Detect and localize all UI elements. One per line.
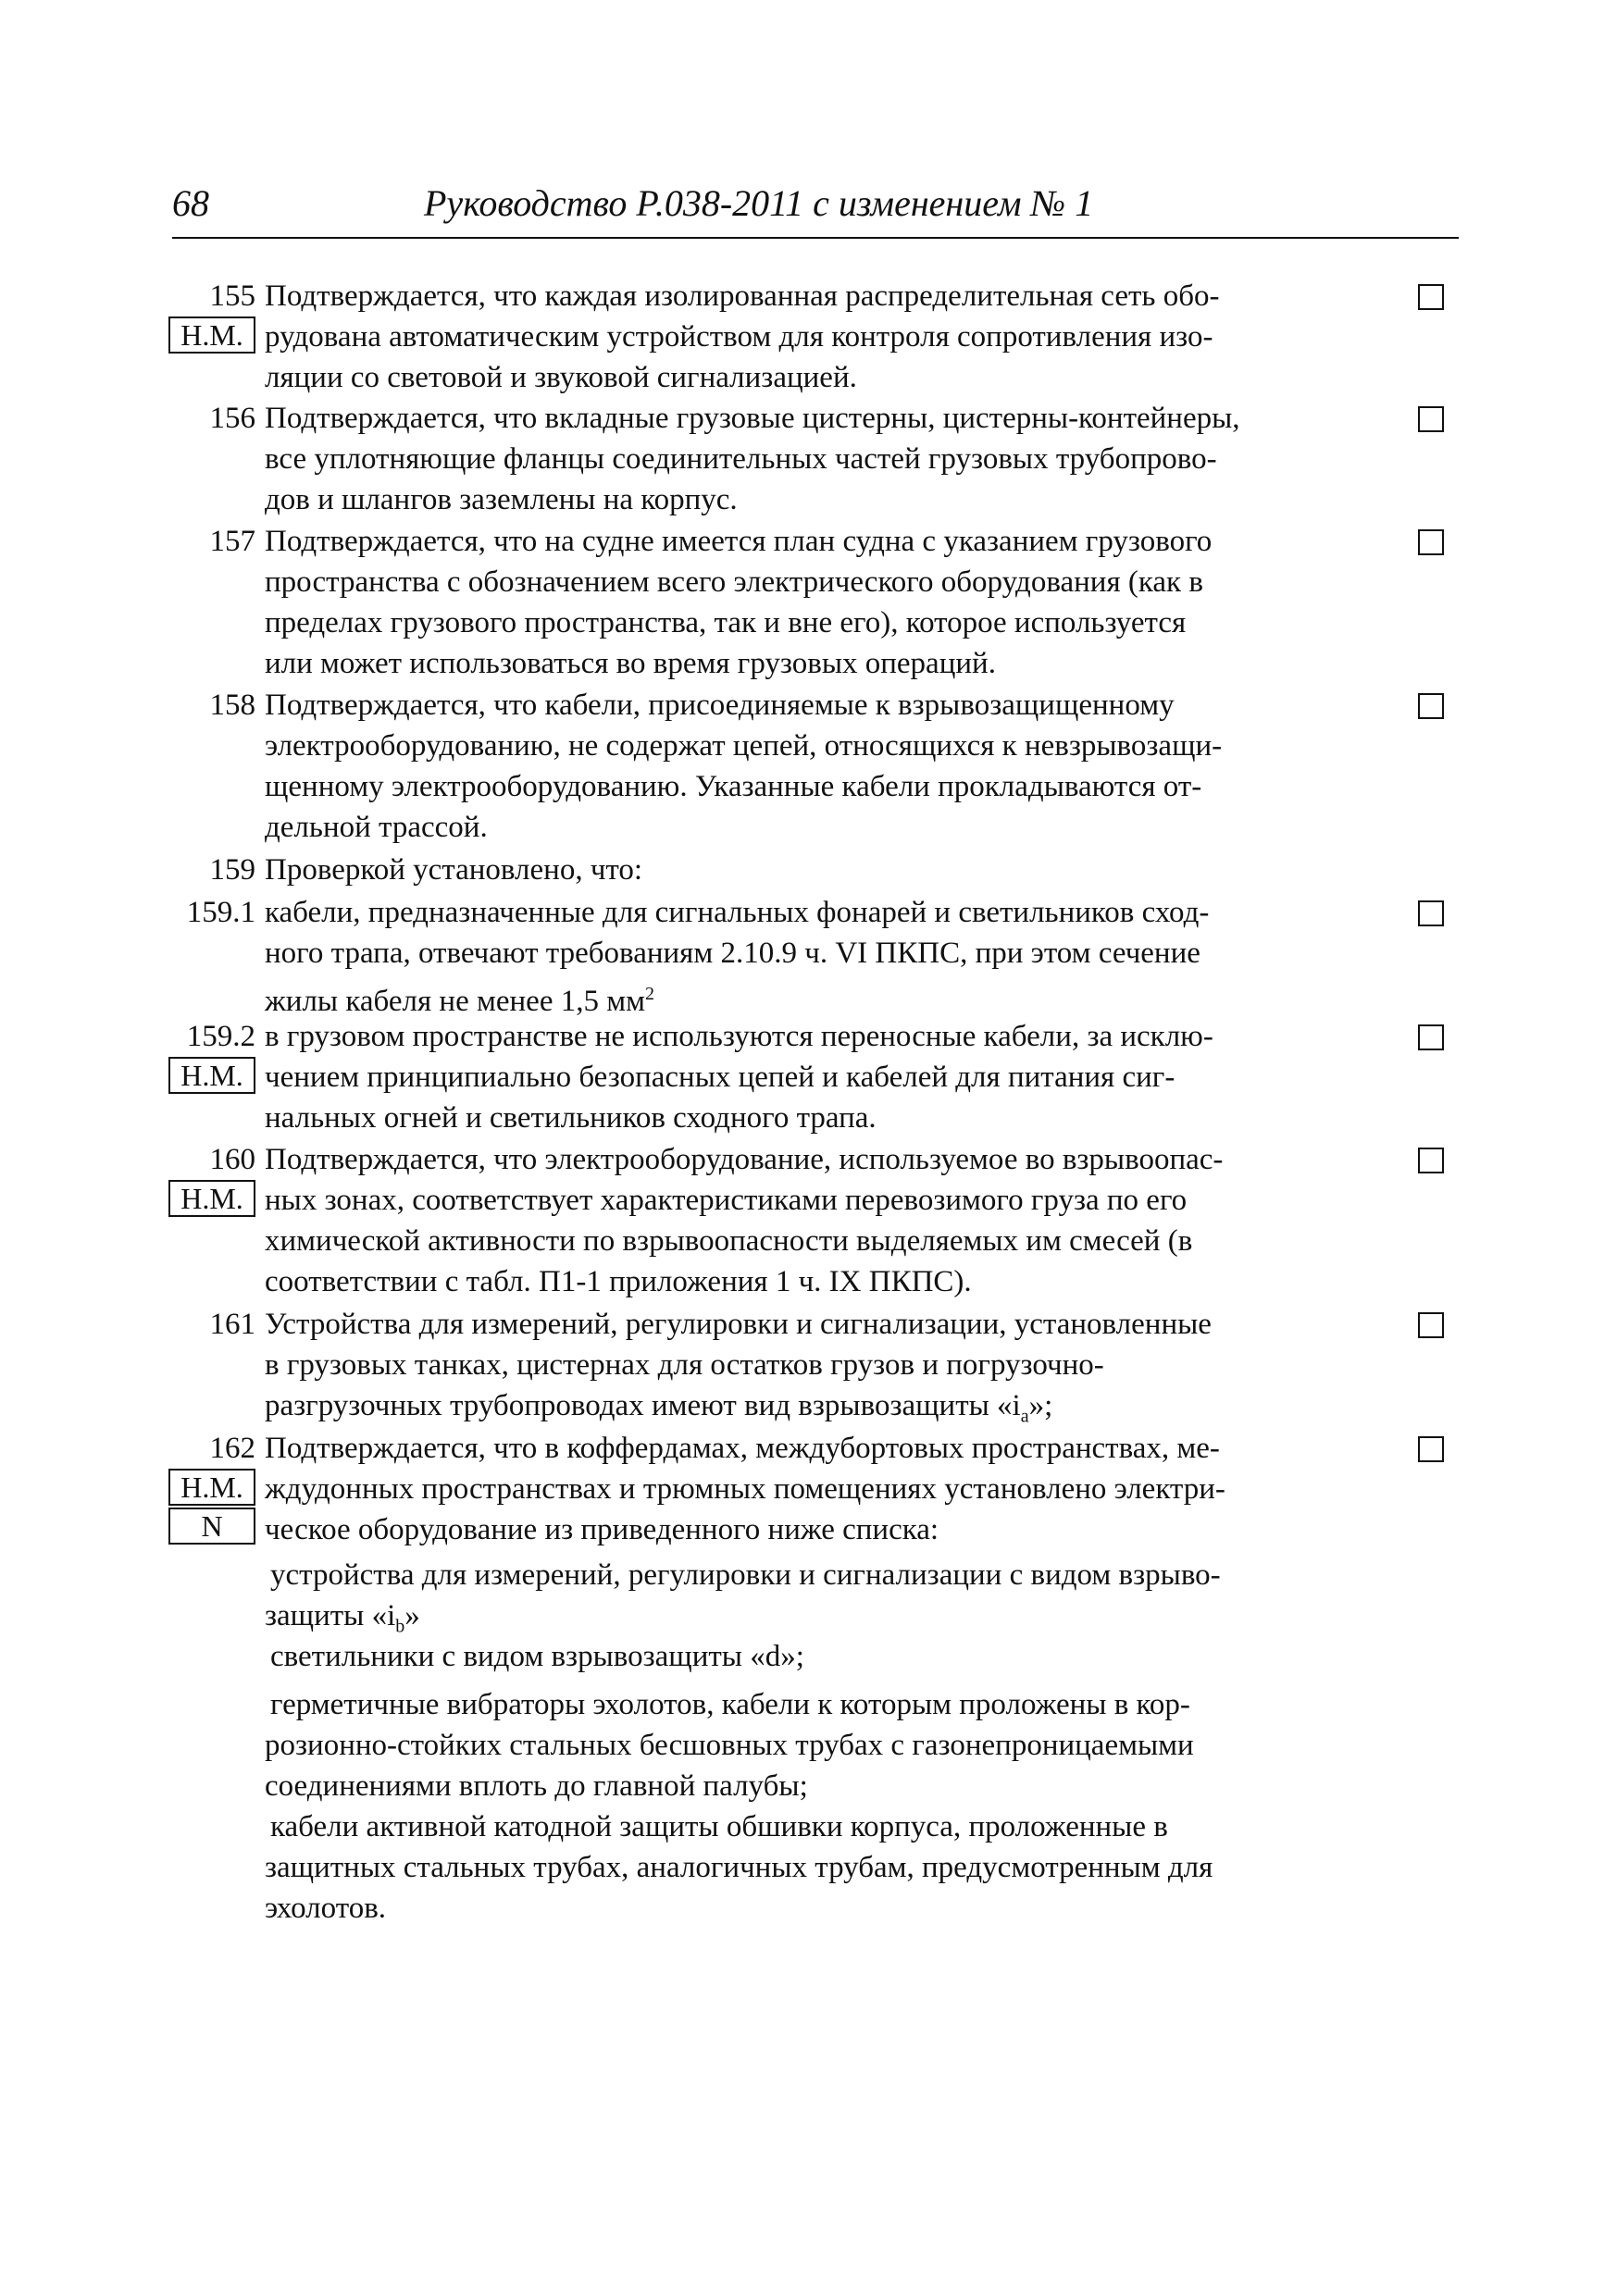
text-line: Подтверждается, что на судне имеется план судна с указанием грузового <box>265 525 1213 558</box>
item-number: 159 <box>209 853 255 887</box>
hm-tag: Н.М. <box>168 1180 255 1217</box>
text-line: щенному электрооборудованию. Указанные кабели прокладываются от- <box>265 770 1202 803</box>
superscript: 2 <box>645 984 654 1004</box>
item-number: 158 <box>209 689 255 722</box>
item-number: 160 <box>209 1143 255 1176</box>
text-line: защитных стальных трубах, аналогичных трубам, предусмотренным для <box>265 1851 1213 1884</box>
item-text <box>265 1684 1556 1806</box>
text-fragment: разгрузочных трубопроводах имеют вид взрывозащиты «i <box>265 1389 1021 1422</box>
text-line <box>265 974 1556 1022</box>
text-line: дельной трассой. <box>265 811 488 844</box>
hm-tag: Н.М. <box>168 1469 255 1506</box>
text-line: светильники с видом взрывозащиты «d»; <box>270 1640 804 1673</box>
text-line: кабели, предназначенные для сигнальных фонарей и светильников сход- <box>265 896 1210 929</box>
text-fragment: жилы кабеля не менее 1,5 мм <box>265 985 645 1018</box>
item-text <box>265 1555 1556 1647</box>
text-line: все уплотняющие фланцы соединительных частей грузовых трубопрово- <box>265 442 1217 476</box>
item-number: 162 <box>209 1432 255 1465</box>
item-number: 161 <box>209 1308 255 1341</box>
item-text <box>265 1016 1556 1138</box>
text-line: Подтверждается, что кабели, присоединяемые к взрывозащищенному <box>265 689 1175 722</box>
subscript: b <box>395 1616 405 1637</box>
text-line: Устройства для измерений, регулировки и сигнализации, установленные <box>265 1308 1212 1341</box>
hm-tag: Н.М. <box>168 316 255 354</box>
text-line: Подтверждается, что каждая изолированная распределительная сеть обо- <box>265 279 1220 313</box>
text-line: ждудонных пространствах и трюмных помещениях установлено электри- <box>265 1472 1225 1506</box>
text-line: или может использоваться во время грузовых операций. <box>265 647 996 680</box>
checklist-checkbox[interactable] <box>1418 900 1444 926</box>
item-text <box>265 1139 1556 1302</box>
text-line: в грузовых танках, цистернах для остатков грузов и погрузочно- <box>265 1348 1104 1382</box>
text-line: в грузовом пространстве не используются переносные кабели, за исклю- <box>265 1020 1213 1053</box>
text-line: ческое оборудование из приведенного ниже списка: <box>265 1513 939 1546</box>
text-line: пространства с обозначением всего электрического оборудования (как в <box>265 565 1203 599</box>
text-line: ных зонах, соответствует характеристиками перевозимого груза по его <box>265 1184 1188 1217</box>
text-line: соединениями вплоть до главной палубы; <box>265 1769 808 1803</box>
text-line: Проверкой установлено, что: <box>265 853 643 887</box>
item-text <box>265 276 1556 398</box>
text-line: Подтверждается, что электрооборудование, используемое во взрывоопас- <box>265 1143 1224 1176</box>
checklist-checkbox[interactable] <box>1418 1436 1444 1462</box>
checklist-checkbox[interactable] <box>1418 1148 1444 1173</box>
item-text <box>265 1304 1556 1437</box>
checklist-checkbox[interactable] <box>1418 1024 1444 1050</box>
item-number: 156 <box>209 402 255 435</box>
n-tag: N <box>168 1508 255 1545</box>
item-number: 155 <box>209 279 255 313</box>
item-text <box>265 850 1556 890</box>
text-line: Подтверждается, что вкладные грузовые цистерны, цистерны-контейнеры, <box>265 402 1240 435</box>
hm-tag: Н.М. <box>168 1057 255 1094</box>
item-text <box>265 892 1556 1022</box>
text-line: Подтверждается, что в коффердамах, междубортовых пространствах, ме- <box>265 1432 1220 1465</box>
page-number: 68 <box>172 182 209 224</box>
text-line: рудована автоматическим устройством для контроля сопротивления изо- <box>265 320 1213 354</box>
text-line: электрооборудованию, не содержат цепей, относящихся к невзрывозащи- <box>265 729 1223 763</box>
item-text <box>265 521 1556 684</box>
text-line: чением принципиально безопасных цепей и кабелей для питания сиг- <box>265 1061 1175 1094</box>
item-text <box>265 398 1556 520</box>
running-title: Руководство Р.038-2011 с изменением № 1 <box>424 182 1094 224</box>
checklist-checkbox[interactable] <box>1418 1312 1444 1338</box>
page-header <box>172 181 1459 239</box>
checklist-checkbox[interactable] <box>1418 529 1444 555</box>
text-line: дов и шлангов заземлены на корпус. <box>265 483 738 516</box>
text-line: пределах грузового пространства, так и вне его), которое используется <box>265 606 1187 639</box>
text-line: ляции со световой и звуковой сигнализацией. <box>265 361 857 394</box>
text-fragment: »; <box>1028 1389 1053 1422</box>
item-number: 157 <box>209 525 255 558</box>
item-text <box>265 685 1556 848</box>
text-line: нальных огней и светильников сходного трапа. <box>265 1101 877 1135</box>
text-line: герметичные вибраторы эхолотов, кабели к которым проложены в кор- <box>270 1688 1190 1721</box>
item-text <box>265 1428 1556 1550</box>
item-number: 159.2 <box>186 1020 255 1053</box>
text-line: химической активности по взрывоопасности выделяемых им смесей (в <box>265 1224 1193 1258</box>
text-line: кабели активной катодной защиты обшивки корпуса, проложенные в <box>270 1810 1168 1843</box>
text-fragment: защиты «i <box>265 1599 396 1632</box>
text-line: соответствии с табл. П1-1 приложения 1 ч. IX ПКПС). <box>265 1265 972 1298</box>
item-text <box>265 1636 1556 1677</box>
text-fragment: » <box>404 1599 420 1632</box>
item-text <box>265 1806 1556 1929</box>
checklist-checkbox[interactable] <box>1418 284 1444 310</box>
checklist-checkbox[interactable] <box>1418 693 1444 719</box>
text-line: устройства для измерений, регулировки и сигнализации с видом взрыво- <box>270 1558 1221 1592</box>
text-line: ного трапа, отвечают требованиям 2.10.9 ч. VI ПКПС, при этом сечение <box>265 937 1200 970</box>
text-line: эхолотов. <box>265 1892 387 1925</box>
checklist-checkbox[interactable] <box>1418 406 1444 432</box>
text-line: розионно-стойких стальных бесшовных трубах с газонепроницаемыми <box>265 1729 1194 1762</box>
item-number: 159.1 <box>186 896 255 929</box>
subscript: a <box>1020 1406 1029 1427</box>
